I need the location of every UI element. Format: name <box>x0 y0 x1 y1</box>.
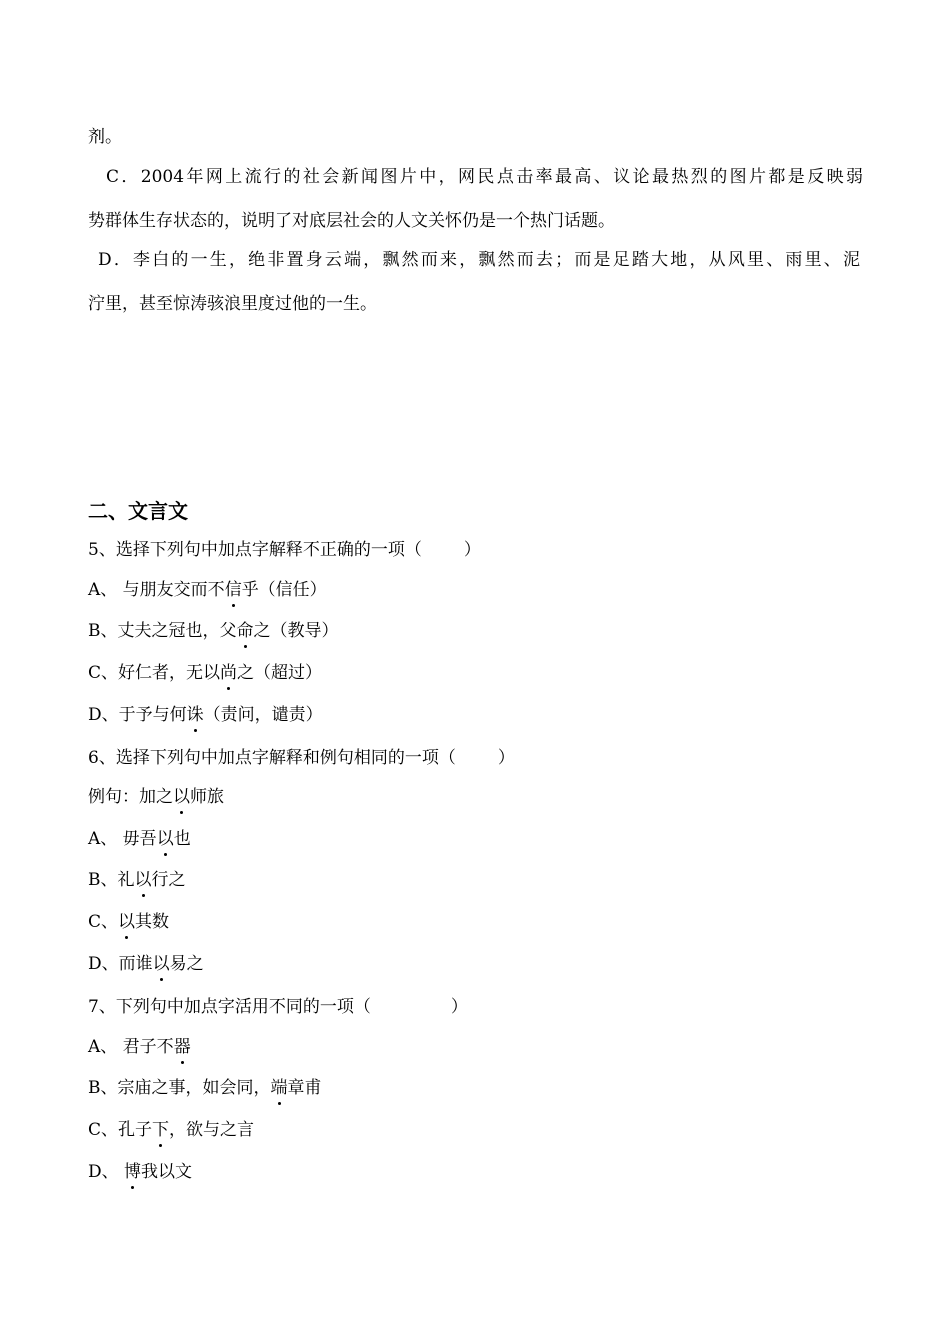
option-text: 易之 <box>169 954 204 974</box>
example-text: 例句：加之 <box>88 787 173 807</box>
dotted-character: 尚 <box>220 663 238 683</box>
question-6-stem-text: 6、选择下列句中加点字解释和例句相同的一项（ <box>88 748 456 768</box>
dotted-character: 以 <box>156 829 174 849</box>
dotted-character: 信 <box>224 580 242 600</box>
question-6-example <box>88 786 863 808</box>
option-text: 其数 <box>135 912 170 932</box>
example-text: 师旅 <box>190 787 224 807</box>
question-6-option-b <box>88 869 863 891</box>
option-text: 之（超过） <box>237 663 323 683</box>
dotted-character: 博 <box>124 1162 142 1182</box>
option-text: C、好仁者，无以 <box>88 663 221 683</box>
option-text: D、 <box>88 1162 125 1182</box>
dotted-character: 下 <box>152 1120 170 1140</box>
question-7-stem <box>88 996 863 1018</box>
dotted-character: 端 <box>270 1078 288 1098</box>
question-6-option-a <box>88 828 863 850</box>
question-5-stem <box>88 539 863 561</box>
option-text: （责问，谴责） <box>203 705 323 725</box>
option-text: D、于予与何 <box>88 705 187 725</box>
dotted-character: 诛 <box>186 705 204 725</box>
option-text: B、丈夫之冠也，父 <box>88 621 237 641</box>
question-7-stem-text: 7、下列句中加点字活用不同的一项（ <box>88 997 371 1017</box>
option-c-line-1: C．2004年网上流行的社会新闻图片中，网民点击率最高、议论最热烈的图片都是反映弱 <box>106 167 863 187</box>
question-6-option-c <box>88 911 863 933</box>
option-text: A、 毋吾 <box>88 829 157 849</box>
option-text: B、宗庙之事，如会同， <box>88 1078 271 1098</box>
dotted-character: 以 <box>173 787 190 807</box>
question-7-stem-end: ） <box>450 997 468 1017</box>
option-text: ，欲与之言 <box>169 1120 255 1140</box>
question-6-stem <box>88 747 863 769</box>
option-text: 之（教导） <box>253 621 339 641</box>
option-text: A、 君子不 <box>88 1037 174 1057</box>
question-6-stem-end: ） <box>497 748 515 768</box>
option-text: C、孔子 <box>88 1120 153 1140</box>
option-d-line-2: 泞里，甚至惊涛骇浪里度过他的一生。 <box>88 294 377 314</box>
dotted-character: 器 <box>173 1037 191 1057</box>
option-d-line-1: D．李白的一生，绝非置身云端，飘然而来，飘然而去；而是足踏大地，从风里、雨里、泥 <box>98 250 860 270</box>
option-text: 也 <box>173 829 191 849</box>
question-5-option-a <box>88 579 863 601</box>
option-text: D、而谁 <box>88 954 153 974</box>
option-text: 章甫 <box>287 1078 322 1098</box>
question-6-option-d <box>88 953 863 975</box>
question-5-option-d <box>88 704 863 726</box>
option-text: 行之 <box>151 870 186 890</box>
dotted-character: 以 <box>134 870 152 890</box>
dotted-character: 以 <box>118 912 136 932</box>
question-5-stem-end: ） <box>463 540 481 560</box>
dotted-character: 命 <box>236 621 254 641</box>
question-7-option-a <box>88 1036 863 1058</box>
option-text: C、 <box>88 912 119 932</box>
option-text: 我以文 <box>141 1162 193 1182</box>
question-5-option-b <box>88 620 863 642</box>
option-c-line-2: 势群体生存状态的，说明了对底层社会的人文关怀仍是一个热门话题。 <box>88 211 615 231</box>
dotted-character: 以 <box>152 954 170 974</box>
question-7-option-b <box>88 1077 863 1099</box>
question-5-stem-text: 5、选择下列句中加点字解释不正确的一项（ <box>88 540 422 560</box>
option-text: A、 与朋友交而不 <box>88 580 225 600</box>
option-text: B、礼 <box>88 870 135 890</box>
question-5-option-c <box>88 662 863 684</box>
paragraph-continuation: 剂。 <box>88 127 122 147</box>
question-7-option-c <box>88 1119 863 1141</box>
section-title: 二、文言文 <box>88 499 188 523</box>
question-7-option-d <box>88 1161 863 1183</box>
option-text: 乎（信任） <box>241 580 327 600</box>
